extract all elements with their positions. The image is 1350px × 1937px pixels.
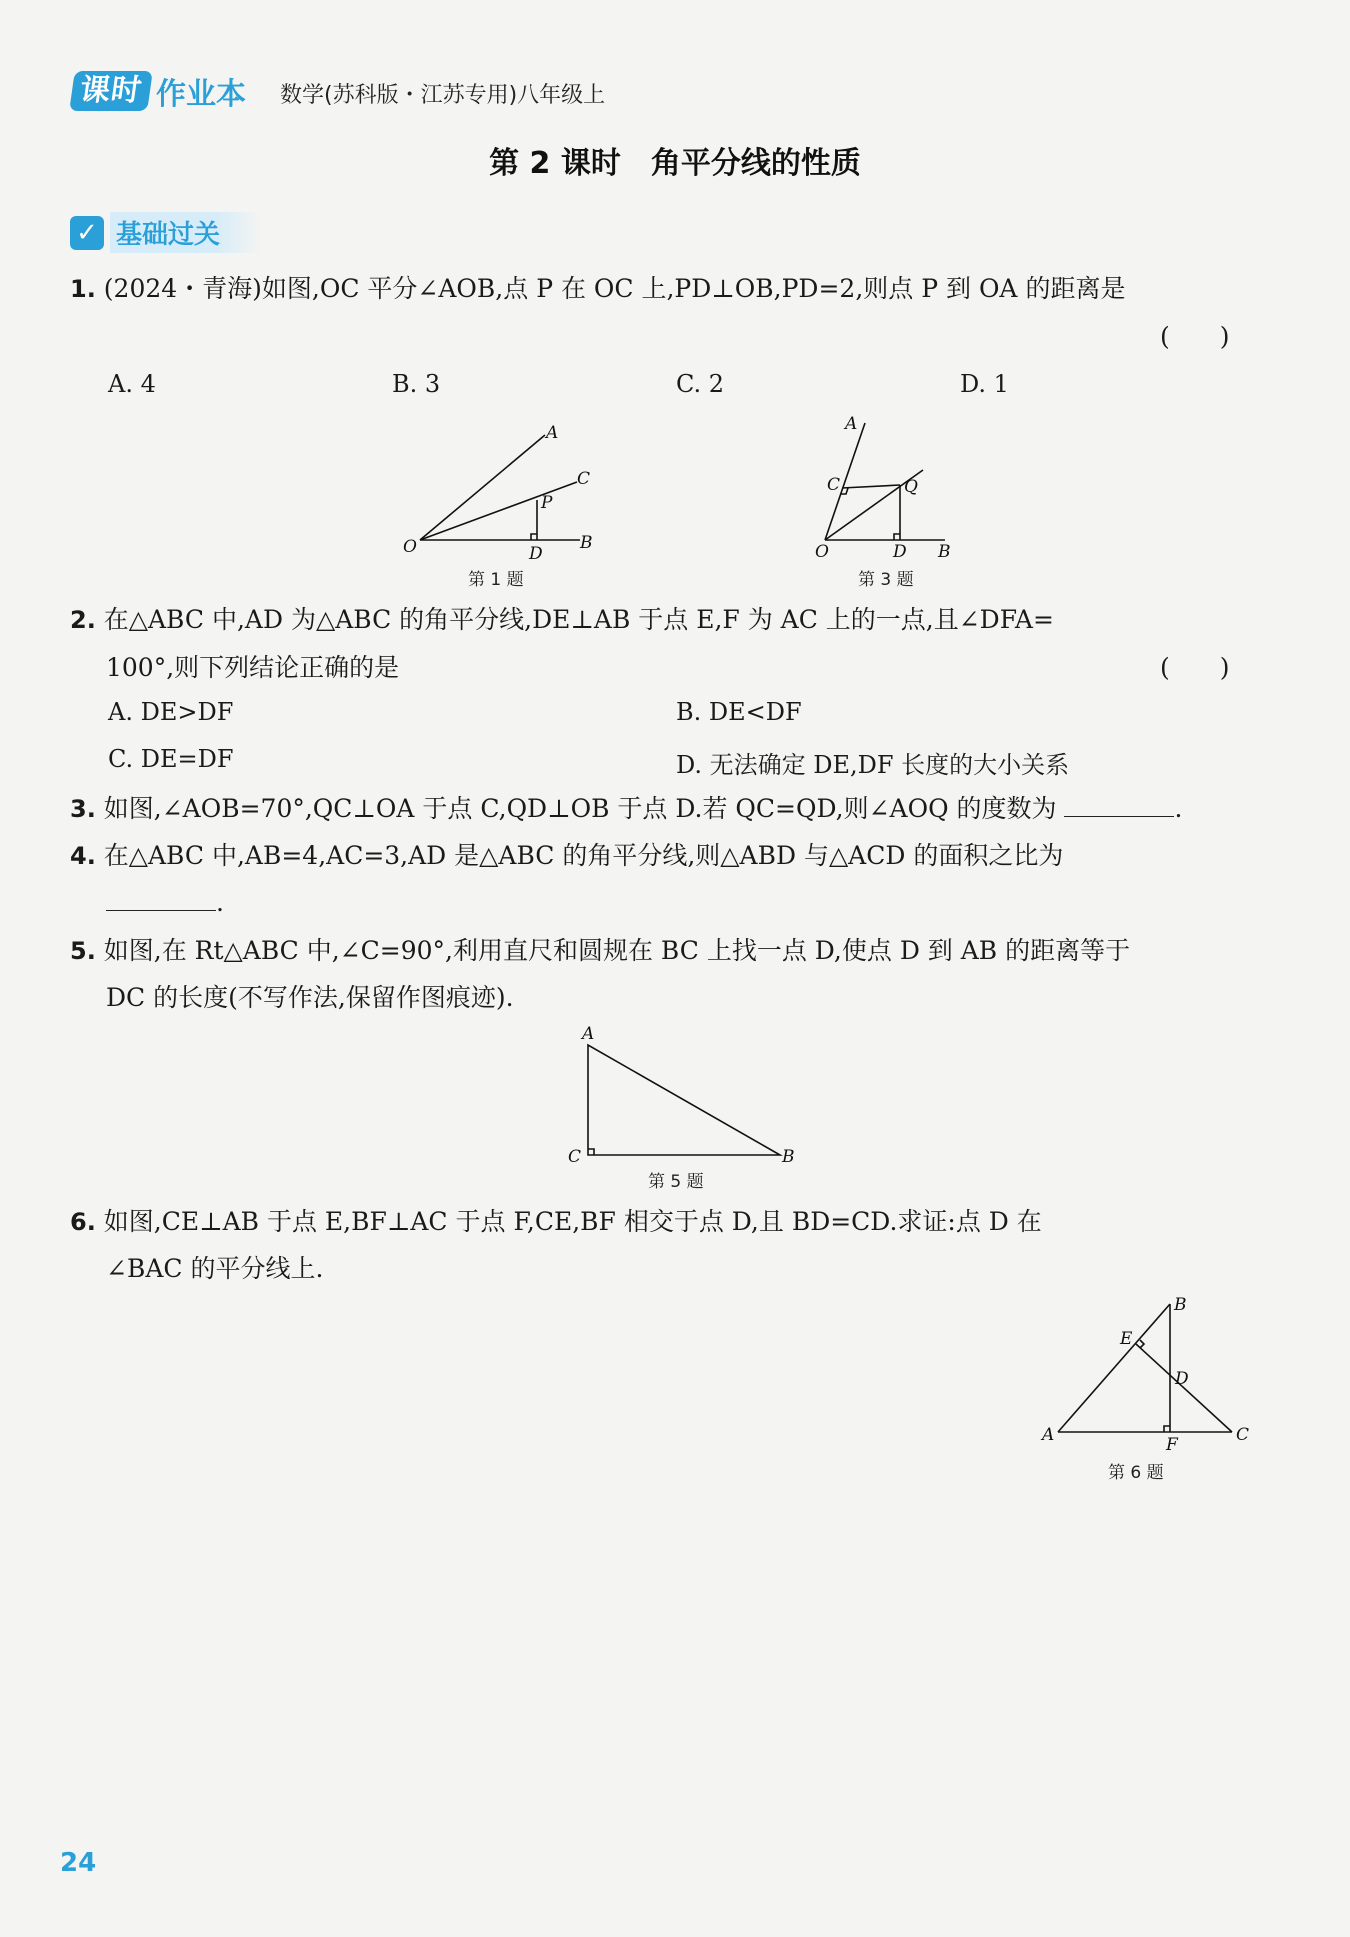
brand-badge: 课时 <box>69 71 153 111</box>
ray-oa <box>420 435 545 540</box>
question-6 <box>70 1205 1042 1239</box>
label-q: Q <box>904 477 918 497</box>
label-b: B <box>782 1147 795 1167</box>
question-end: . <box>1174 794 1183 823</box>
brand-logo <box>72 70 246 112</box>
figure-1-caption: 第 1 题 <box>468 570 524 590</box>
label-d: D <box>1175 1369 1189 1389</box>
figure-3-caption: 第 3 题 <box>858 570 914 590</box>
label-o: O <box>403 537 417 557</box>
figure-6-caption: 第 6 题 <box>1108 1463 1164 1483</box>
question-text: 在△ABC 中,AB=4,AC=3,AD 是△ABC 的角平分线,则△ABD 与△ACD 的面积之比为 <box>103 841 1064 870</box>
label-a: A <box>582 1024 595 1044</box>
label-o: O <box>815 542 829 562</box>
figure-3 <box>805 415 975 560</box>
answer-paren: ( ) <box>1160 322 1230 351</box>
question-text-line-1: 在△ABC 中,AD 为△ABC 的角平分线,DE⊥AB 于点 E,F 为 AC 上的一点,且∠DFA= <box>103 605 1054 634</box>
question-text-line-2: 100°,则下列结论正确的是 <box>106 653 400 682</box>
label-a: A <box>1042 1425 1055 1445</box>
label-p: P <box>541 493 553 513</box>
subject-header: 数学(苏科版・江苏专用)八年级上 <box>280 83 606 108</box>
question-4 <box>70 839 1063 873</box>
question-end: . <box>216 888 224 917</box>
question-text: (2024・青海)如图,OC 平分∠AOB,点 P 在 OC 上,PD⊥OB,PD=2,则点 P 到 OA 的距离是 <box>103 274 1126 303</box>
answer-blank[interactable] <box>106 888 216 911</box>
triangle-abc <box>588 1045 780 1155</box>
question-text-line-1: 如图,在 Rt△ABC 中,∠C=90°,利用直尺和圆规在 BC 上找一点 D,使点 D 到 AB 的距离等于 <box>103 936 1131 965</box>
option-b: B. DE<DF <box>676 698 802 726</box>
option-d: D. 1 <box>960 370 1009 398</box>
check-icon: ✓ <box>70 216 104 250</box>
label-a: A <box>845 414 858 434</box>
question-number: 2. <box>70 606 96 634</box>
question-5 <box>70 934 1130 968</box>
label-d: D <box>529 544 543 564</box>
answer-blank[interactable] <box>1064 794 1174 817</box>
question-number: 3. <box>70 795 96 823</box>
option-a: A. 4 <box>108 370 156 398</box>
right-angle-mark-e <box>1140 1340 1144 1348</box>
label-e: E <box>1120 1329 1133 1349</box>
option-d: D. 无法确定 DE,DF 长度的大小关系 <box>676 751 1070 779</box>
option-c: C. 2 <box>676 370 725 398</box>
figure-5-caption: 第 5 题 <box>648 1172 704 1192</box>
question-1 <box>70 272 1125 306</box>
label-a: A <box>546 423 559 443</box>
option-a: A. DE>DF <box>108 698 234 726</box>
question-number: 6. <box>70 1208 96 1236</box>
question-number: 4. <box>70 842 96 870</box>
brand-text: 作业本 <box>156 77 246 112</box>
question-text-line-2: ∠BAC 的平分线上. <box>106 1254 324 1283</box>
label-b: B <box>1174 1295 1187 1315</box>
section-tag <box>70 212 260 253</box>
label-c: C <box>568 1147 582 1167</box>
right-angle-mark <box>531 534 537 540</box>
section-label: 基础过关 <box>110 212 260 253</box>
label-b: B <box>938 542 951 562</box>
question-3 <box>70 792 1182 826</box>
segment-ab <box>1058 1304 1170 1432</box>
label-c: C <box>827 475 841 495</box>
question-4-answer-line <box>106 886 224 920</box>
question-number: 5. <box>70 937 96 965</box>
page-number: 24 <box>60 1848 97 1878</box>
question-text-line-1: 如图,CE⊥AB 于点 E,BF⊥AC 于点 F,CE,BF 相交于点 D,且 BD=CD.求证:点 D 在 <box>103 1207 1042 1236</box>
option-b: B. 3 <box>392 370 441 398</box>
question-text-line-2: DC 的长度(不写作法,保留作图痕迹). <box>106 983 514 1012</box>
label-d: D <box>893 542 907 562</box>
label-b: B <box>580 533 593 553</box>
right-angle-mark-d <box>894 534 900 540</box>
answer-paren: ( ) <box>1160 653 1230 682</box>
ray-oc <box>420 482 577 540</box>
figure-1 <box>395 420 615 564</box>
question-text: 如图,∠AOB=70°,QC⊥OA 于点 C,QD⊥OB 于点 D.若 QC=QD,则∠AOQ 的度数为 <box>103 794 1057 823</box>
segment-qc <box>842 485 900 488</box>
right-angle-mark <box>588 1149 594 1155</box>
question-number: 1. <box>70 275 96 303</box>
option-c: C. DE=DF <box>108 745 234 773</box>
label-c: C <box>1236 1425 1250 1445</box>
figure-5 <box>560 1025 800 1165</box>
lesson-title: 第 2 课时 角平分线的性质 <box>489 146 861 181</box>
figure-6 <box>1040 1292 1260 1455</box>
question-2 <box>70 603 1054 637</box>
label-c: C <box>577 469 591 489</box>
label-f: F <box>1166 1435 1178 1455</box>
right-angle-mark-f <box>1164 1426 1170 1432</box>
